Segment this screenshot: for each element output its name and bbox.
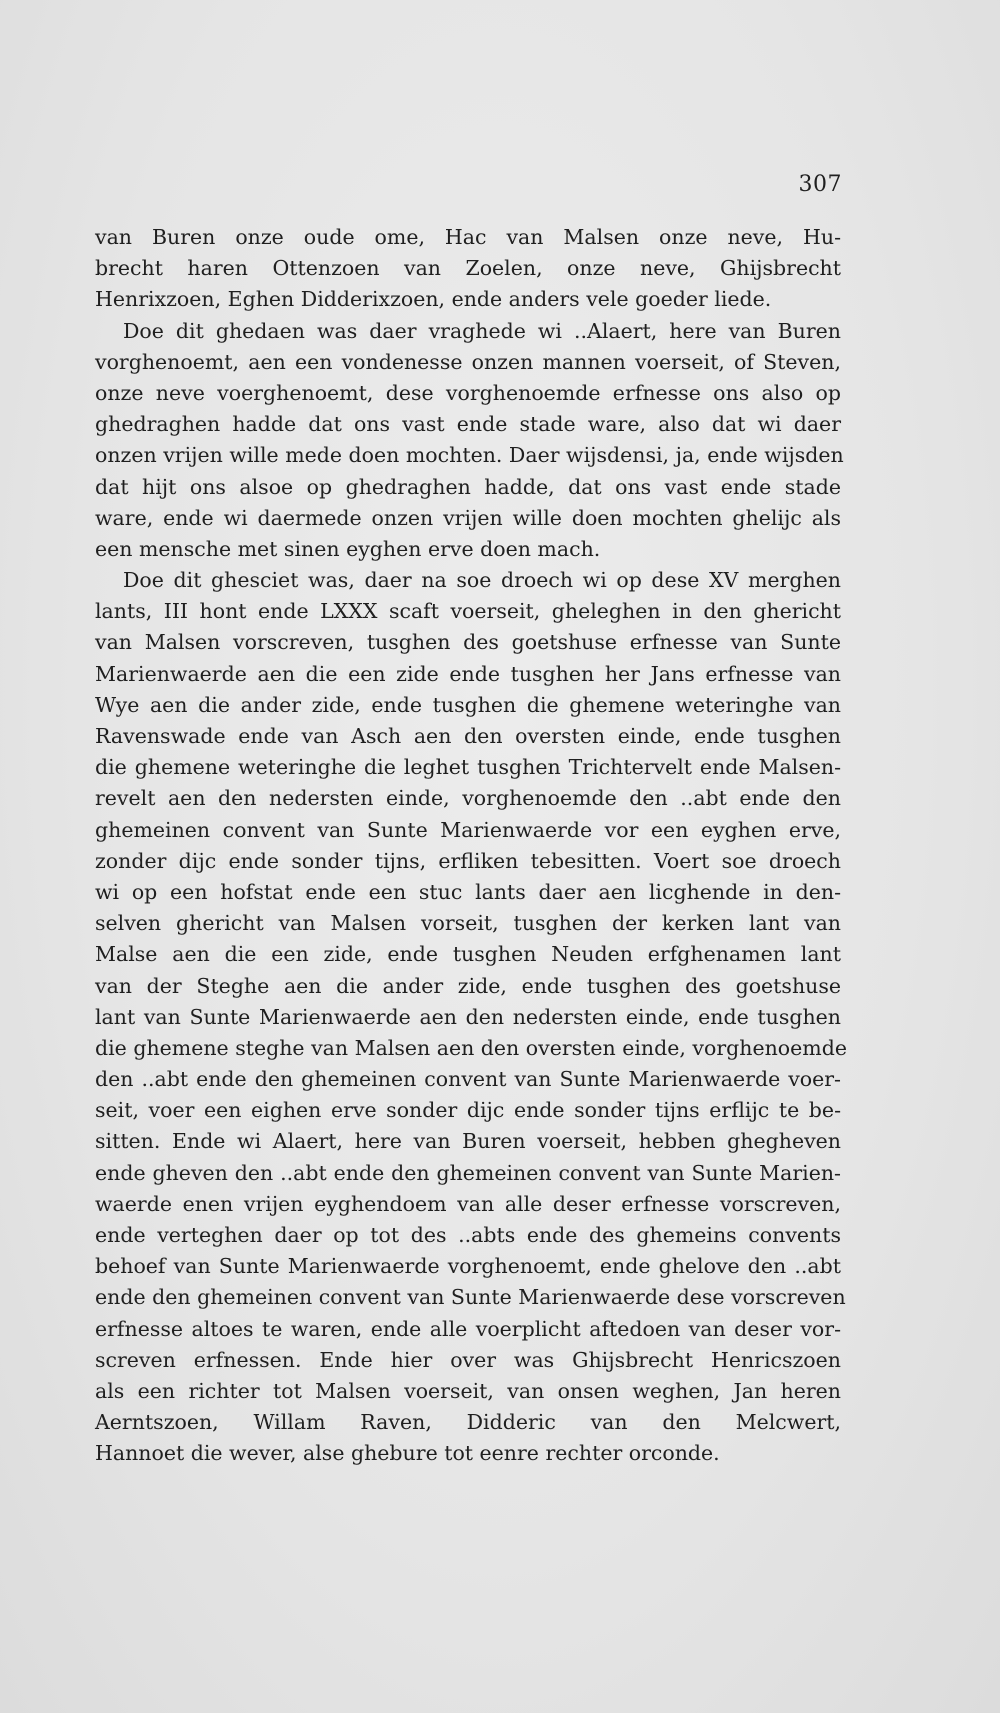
text-line: vorghenoemt, aen een vondenesse onzen mannen voerseit, of Steven, bbox=[95, 349, 841, 374]
text-line: Doe dit ghedaen was daer vraghede wi ..Alaert, here van Buren bbox=[123, 318, 841, 343]
text-line: ghedraghen hadde dat ons vast ende stade ware, also dat wi daer bbox=[95, 412, 841, 437]
text-line: brecht haren Ottenzoen van Zoelen, onze neve, Ghijsbrecht bbox=[95, 256, 841, 281]
text-line: ghemeinen convent van Sunte Marienwaerde vor een eyghen erve, bbox=[95, 817, 841, 842]
text-line: Aerntszoen, Willam Raven, Didderic van den Melcwert, bbox=[95, 1410, 841, 1435]
text-line: Marienwaerde aen die een zide ende tusghen her Jans erfnesse van bbox=[95, 661, 841, 686]
text-line: onzen vrijen wille mede doen mochten. Daer wijsdensi, ja, ende wijsden bbox=[95, 443, 844, 468]
text-line: Doe dit ghesciet was, daer na soe droech wi op dese XV merghen bbox=[123, 568, 841, 593]
text-line: ende gheven den ..abt ende den ghemeinen convent van Sunte Marien- bbox=[95, 1160, 841, 1185]
text-line: ware, ende wi daermede onzen vrijen wille doen mochten ghelijc als bbox=[95, 505, 841, 530]
text-line: screven erfnessen. Ende hier over was Ghijsbrecht Henricszoen bbox=[95, 1347, 841, 1372]
text-line: van der Steghe aen die ander zide, ende tusghen des goetshuse bbox=[95, 973, 841, 998]
text-line: die ghemene weteringhe die leghet tusghen Trichtervelt ende Malsen- bbox=[95, 755, 841, 780]
text-line: lants, III hont ende LXXX scaft voerseit, gheleghen in den ghericht bbox=[95, 599, 841, 624]
text-line: een mensche met sinen eyghen erve doen mach. bbox=[95, 536, 601, 561]
text-line: behoef van Sunte Marienwaerde vorghenoemt, ende ghelove den ..abt bbox=[95, 1254, 841, 1279]
text-line: sitten. Ende wi Alaert, here van Buren voerseit, hebben ghegheven bbox=[95, 1129, 841, 1154]
page-number: 307 bbox=[798, 172, 842, 197]
text-line: van Malsen vorscreven, tusghen des goetshuse erfnesse van Sunte bbox=[95, 630, 841, 655]
text-line: ende den ghemeinen convent van Sunte Marienwaerde dese vorscreven bbox=[95, 1285, 846, 1310]
text-line: zonder dijc ende sonder tijns, erfliken tebesitten. Voert soe droech bbox=[95, 848, 841, 873]
text-line: dat hijt ons alsoe op ghedraghen hadde, dat ons vast ende stade bbox=[95, 474, 841, 499]
text-line: ende verteghen daer op tot des ..abts ende des ghemeins convents bbox=[95, 1223, 841, 1247]
text-line: Wye aen die ander zide, ende tusghen die ghemene weteringhe van bbox=[95, 692, 841, 717]
text-line: selven ghericht van Malsen vorseit, tusghen der kerken lant van bbox=[95, 911, 841, 936]
text-line: Henrixzoen, Eghen Didderixzoen, ende anders vele goeder liede. bbox=[95, 287, 772, 312]
text-line: onze neve voerghenoemt, dese vorghenoemde erfnesse ons also op bbox=[95, 380, 841, 405]
text-line: van Buren onze oude ome, Hac van Malsen onze neve, Hu- bbox=[95, 225, 841, 249]
text-line: Hannoet die wever, alse ghebure tot eenre rechter orconde. bbox=[95, 1441, 720, 1466]
text-line: revelt aen den nedersten einde, vorghenoemde den ..abt ende den bbox=[95, 786, 841, 811]
text-line: Ravenswade ende van Asch aen den oversten einde, ende tusghen bbox=[95, 724, 841, 748]
body-text bbox=[95, 222, 847, 1470]
text-line: Malse aen die een zide, ende tusghen Neuden erfghenamen lant bbox=[95, 942, 841, 967]
text-line: erfnesse altoes te waren, ende alle voerplicht aftedoen van deser vor- bbox=[95, 1316, 841, 1341]
text-line: wi op een hofstat ende een stuc lants daer aen licghende in den- bbox=[95, 879, 841, 904]
text-line: die ghemene steghe van Malsen aen den oversten einde, vorghenoemde bbox=[95, 1035, 847, 1060]
text-line: lant van Sunte Marienwaerde aen den nedersten einde, ende tusghen bbox=[95, 1004, 841, 1029]
text-line: als een richter tot Malsen voerseit, van onsen weghen, Jan heren bbox=[95, 1378, 841, 1403]
text-line: waerde enen vrijen eyghendoem van alle deser erfnesse vorscreven, bbox=[95, 1191, 841, 1216]
text-line: den ..abt ende den ghemeinen convent van Sunte Marienwaerde voer- bbox=[95, 1067, 841, 1092]
text-line: seit, voer een eighen erve sonder dijc ende sonder tijns erflijc te be- bbox=[95, 1098, 841, 1123]
